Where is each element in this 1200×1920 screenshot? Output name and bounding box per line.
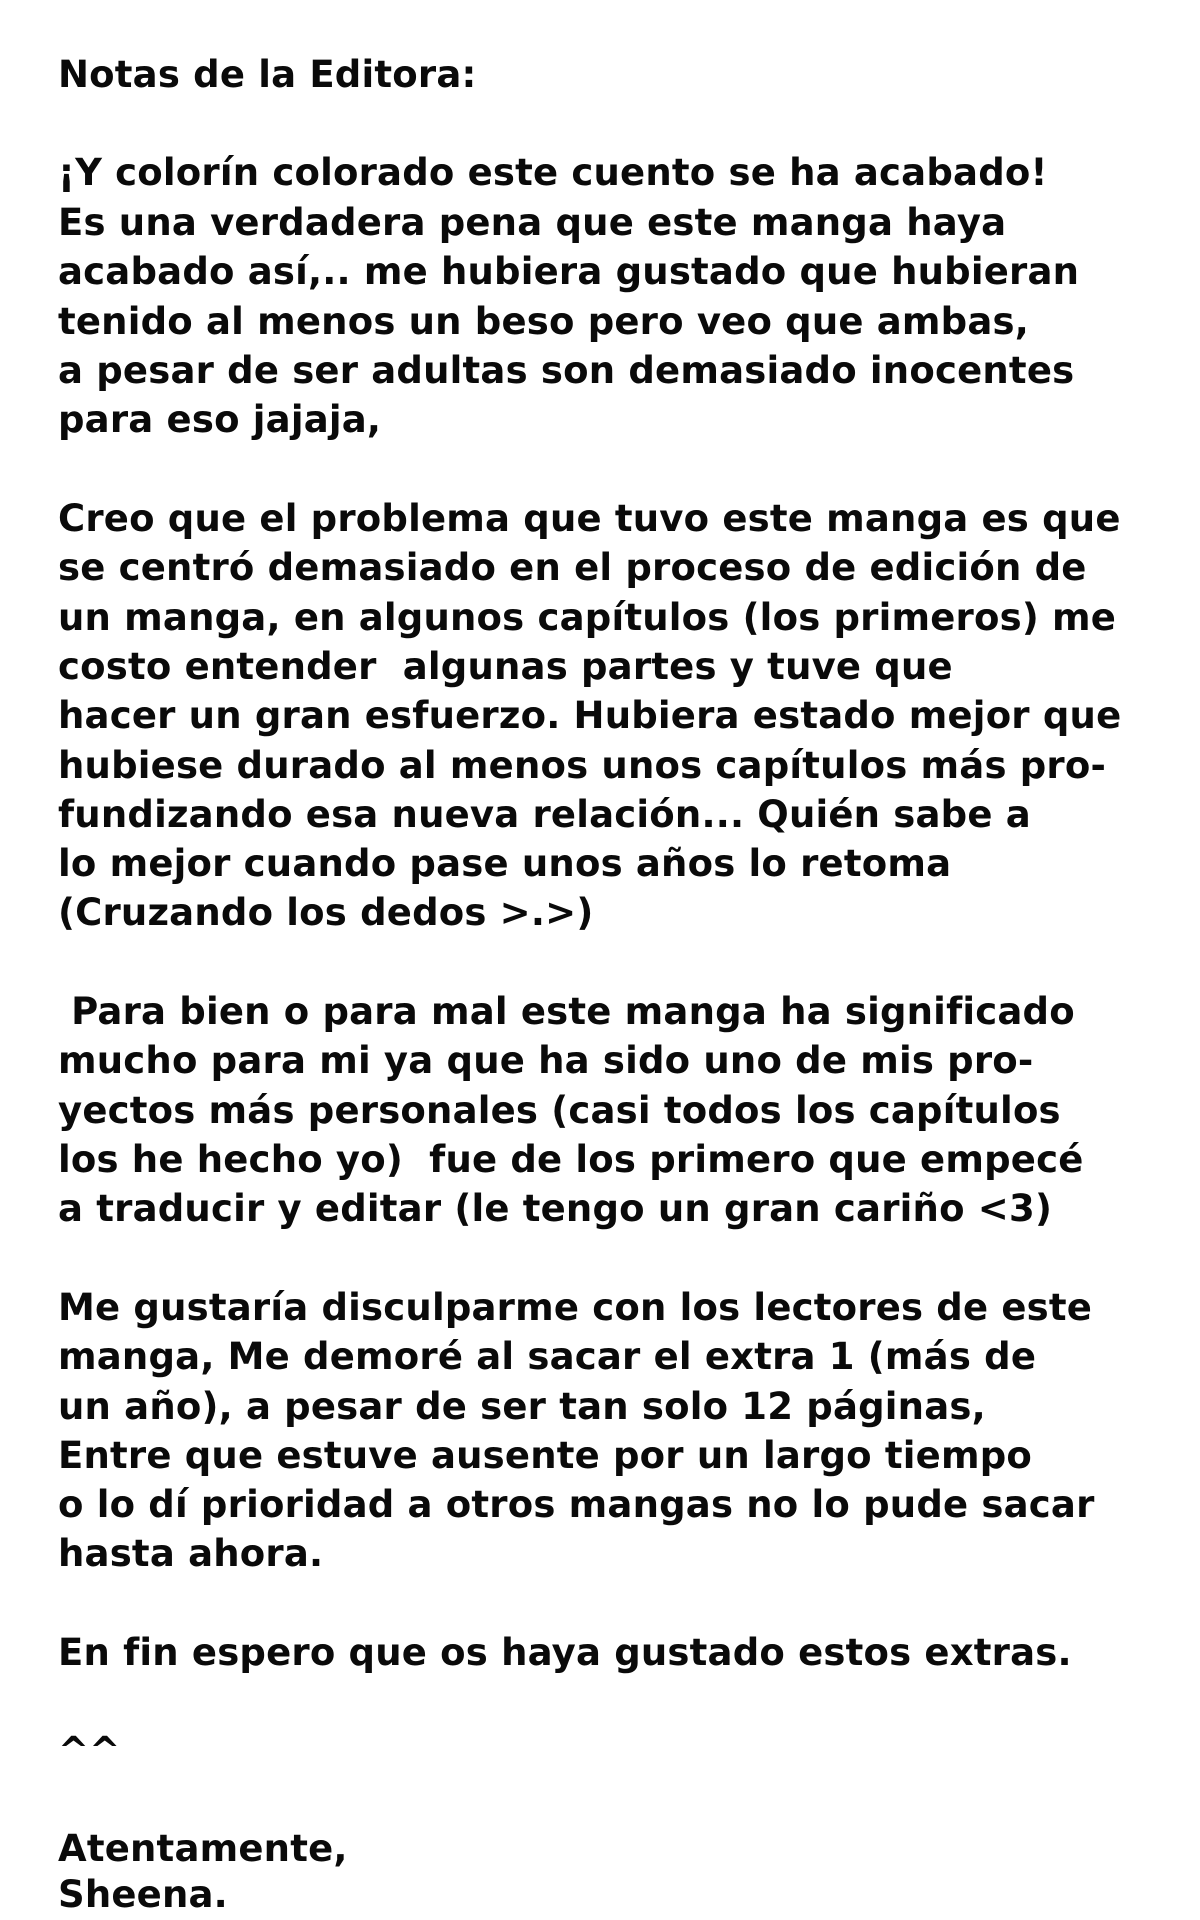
paragraph2-line: se centró demasiado en el proceso de edición de <box>58 546 1087 589</box>
paragraph3-line: Para bien o para mal este manga ha significado <box>58 990 1075 1033</box>
paragraph2-line: Creo que el problema que tuvo este manga es que <box>58 497 1121 540</box>
paragraph4-line: manga, Me demoré al sacar el extra 1 (más de <box>58 1335 1037 1378</box>
paragraph2-line: fundizando esa nueva relación... Quién sabe a <box>58 793 1031 836</box>
paragraph3-line: a traducir y editar (le tengo un gran cariño <3) <box>58 1187 1053 1230</box>
paragraph1-line: ¡Y colorín colorado este cuento se ha acabado! <box>58 151 1048 194</box>
paragraph1-line: Es una verdadera pena que este manga haya <box>58 201 1007 244</box>
paragraph4-line: hasta ahora. <box>58 1532 324 1575</box>
paragraph3-line: mucho para mi ya que ha sido uno de mis pro- <box>58 1039 1034 1082</box>
paragraph4-line: Entre que estuve ausente por un largo tiempo <box>58 1434 1032 1477</box>
paragraph2-line: hubiese durado al menos unos capítulos más pro- <box>58 744 1107 787</box>
paragraph2-line: un manga, en algunos capítulos (los primeros) me <box>58 596 1117 639</box>
paragraph1-line: para eso jajaja, <box>58 398 382 441</box>
emoticon: ^^ <box>58 1729 121 1772</box>
paragraph1-line: acabado así,.. me hubiera gustado que hubieran <box>58 250 1080 293</box>
paragraph2-line: costo entender algunas partes y tuve que <box>58 645 953 688</box>
paragraph4-line: o lo dí prioridad a otros mangas no lo pude sacar <box>58 1483 1095 1526</box>
paragraph2-line: lo mejor cuando pase unos años lo retoma <box>58 842 952 885</box>
paragraph4-line: Me gustaría disculparme con los lectores de este <box>58 1286 1093 1329</box>
paragraph3-line: los he hecho yo) fue de los primero que empecé <box>58 1138 1084 1181</box>
paragraph2-line: (Cruzando los dedos >.>) <box>58 891 594 934</box>
paragraph5-line: En fin espero que os haya gustado estos extras. <box>58 1631 1072 1674</box>
paragraph3-line: yectos más personales (casi todos los capítulos <box>58 1089 1061 1132</box>
note-heading: Notas de la Editora: <box>58 53 477 96</box>
closing-line: Atentamente, <box>58 1827 348 1870</box>
paragraph4-line: un año), a pesar de ser tan solo 12 páginas, <box>58 1385 986 1428</box>
paragraph1-line: a pesar de ser adultas son demasiado inocentes <box>58 349 1075 392</box>
signature: Sheena. <box>58 1873 228 1916</box>
paragraph2-line: hacer un gran esfuerzo. Hubiera estado mejor que <box>58 694 1122 737</box>
paragraph1-line: tenido al menos un beso pero veo que ambas, <box>58 300 1029 343</box>
